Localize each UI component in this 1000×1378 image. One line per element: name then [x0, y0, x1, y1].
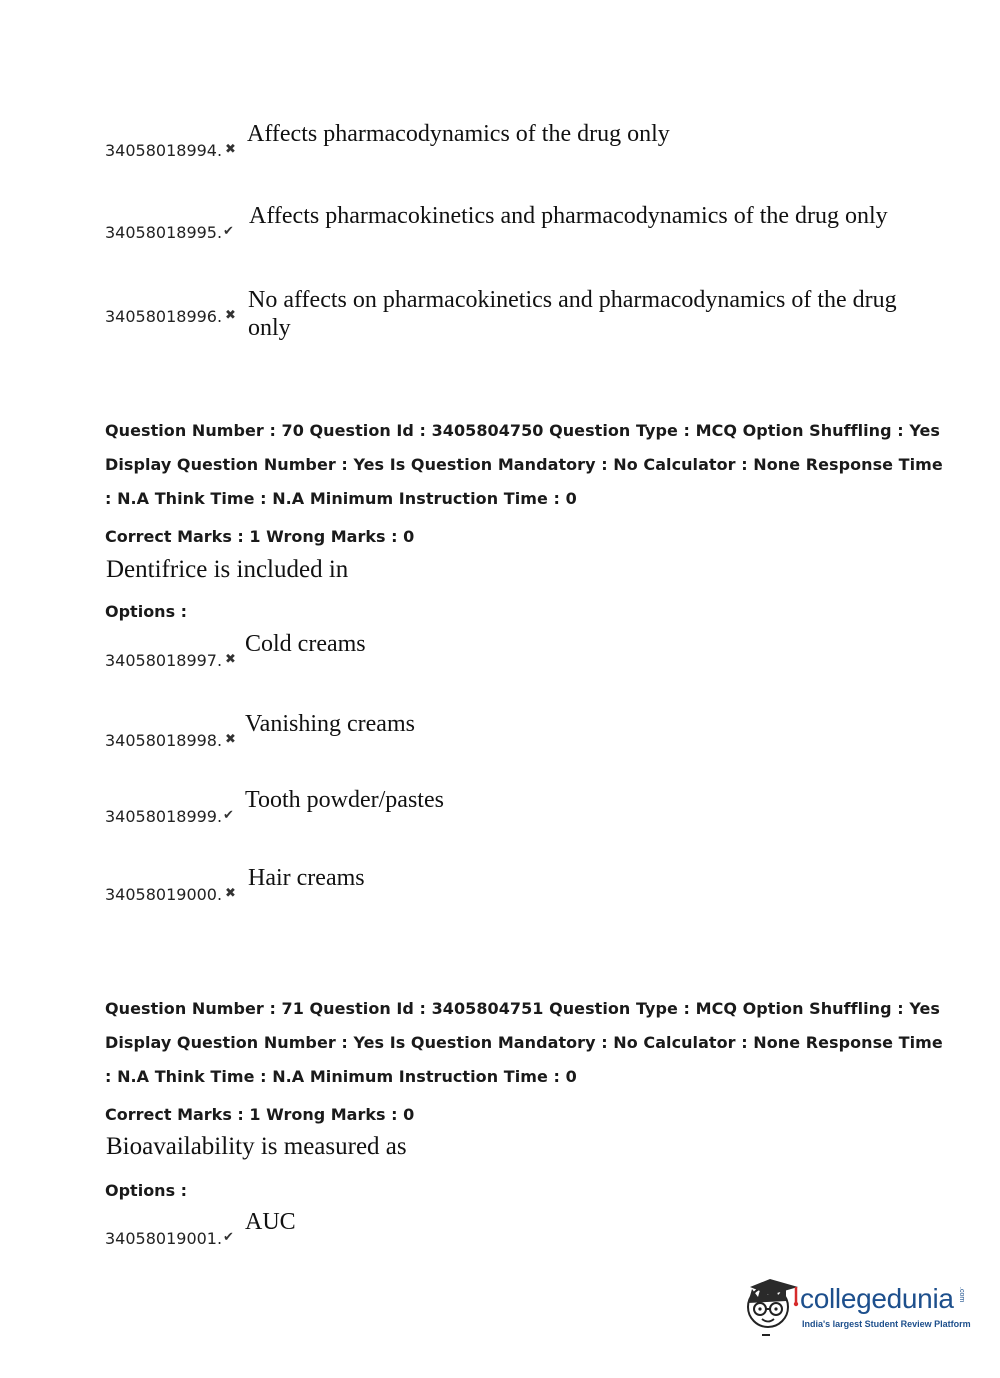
- correct-mark-icon: ✔: [223, 808, 234, 823]
- logo-wordmark: collegedunia: [800, 1283, 954, 1314]
- wrong-mark-icon: ✖: [225, 652, 236, 667]
- options-label: Options :: [105, 1181, 188, 1200]
- option-id: 34058018994.: [105, 141, 223, 160]
- options-label: Options :: [105, 602, 188, 621]
- option-id: 34058019001.: [105, 1229, 223, 1248]
- correct-mark-icon: ✔: [223, 224, 234, 239]
- option-text: Hair creams: [248, 865, 365, 891]
- option-text: AUC: [245, 1209, 296, 1235]
- option-text: Affects pharmacodynamics of the drug only: [247, 121, 670, 147]
- option-row: [105, 120, 925, 160]
- option-text: No affects on pharmacokinetics and pharmacodynamics of the drug only: [248, 287, 897, 341]
- option-row: [105, 1208, 925, 1248]
- question-meta: [105, 992, 943, 1094]
- wrong-mark-icon: ✖: [225, 142, 236, 157]
- mascot-logo-icon: [740, 1275, 802, 1341]
- option-text: Vanishing creams: [245, 711, 415, 737]
- option-id: 34058018998.: [105, 731, 223, 750]
- collegedunia-logo: [740, 1275, 970, 1345]
- option-id: 34058018999.: [105, 807, 223, 826]
- option-text: Cold creams: [245, 631, 366, 657]
- option-row: [105, 630, 925, 670]
- option-row: [105, 710, 925, 750]
- option-id: 34058018996.: [105, 307, 223, 326]
- meta-line: : N.A Think Time : N.A Minimum Instruction Time : 0: [105, 1067, 577, 1086]
- option-text: Tooth powder/pastes: [245, 787, 444, 813]
- option-id: 34058019000.: [105, 885, 223, 904]
- question-text: Bioavailability is measured as: [106, 1133, 407, 1160]
- option-text: Affects pharmacokinetics and pharmacodynamics of the drug only: [249, 203, 888, 229]
- logo-dotcom: .com: [958, 1287, 965, 1303]
- wrong-mark-icon: ✖: [225, 732, 236, 747]
- option-row: [105, 286, 925, 341]
- wrong-mark-icon: ✖: [225, 308, 236, 323]
- meta-line: : N.A Think Time : N.A Minimum Instruction Time : 0: [105, 489, 577, 508]
- meta-line: Display Question Number : Yes Is Question Mandatory : No Calculator : None Response Time: [105, 1033, 943, 1052]
- question-meta: [105, 414, 943, 516]
- question-text: Dentifrice is included in: [106, 556, 349, 583]
- option-id: 34058018997.: [105, 651, 223, 670]
- meta-line: Question Number : 70 Question Id : 3405804750 Question Type : MCQ Option Shuffling : Yes: [105, 421, 940, 440]
- option-row: [105, 864, 925, 904]
- marks-info: Correct Marks : 1 Wrong Marks : 0: [105, 1105, 415, 1124]
- marks-info: Correct Marks : 1 Wrong Marks : 0: [105, 527, 415, 546]
- meta-line: Question Number : 71 Question Id : 3405804751 Question Type : MCQ Option Shuffling : Yes: [105, 999, 940, 1018]
- option-row: [105, 786, 925, 826]
- wrong-mark-icon: ✖: [225, 886, 236, 901]
- option-row: [105, 202, 925, 242]
- option-id: 34058018995.: [105, 223, 223, 242]
- meta-line: Display Question Number : Yes Is Question Mandatory : No Calculator : None Response Time: [105, 455, 943, 474]
- logo-tagline: India's largest Student Review Platform: [802, 1319, 971, 1329]
- correct-mark-icon: ✔: [223, 1230, 234, 1245]
